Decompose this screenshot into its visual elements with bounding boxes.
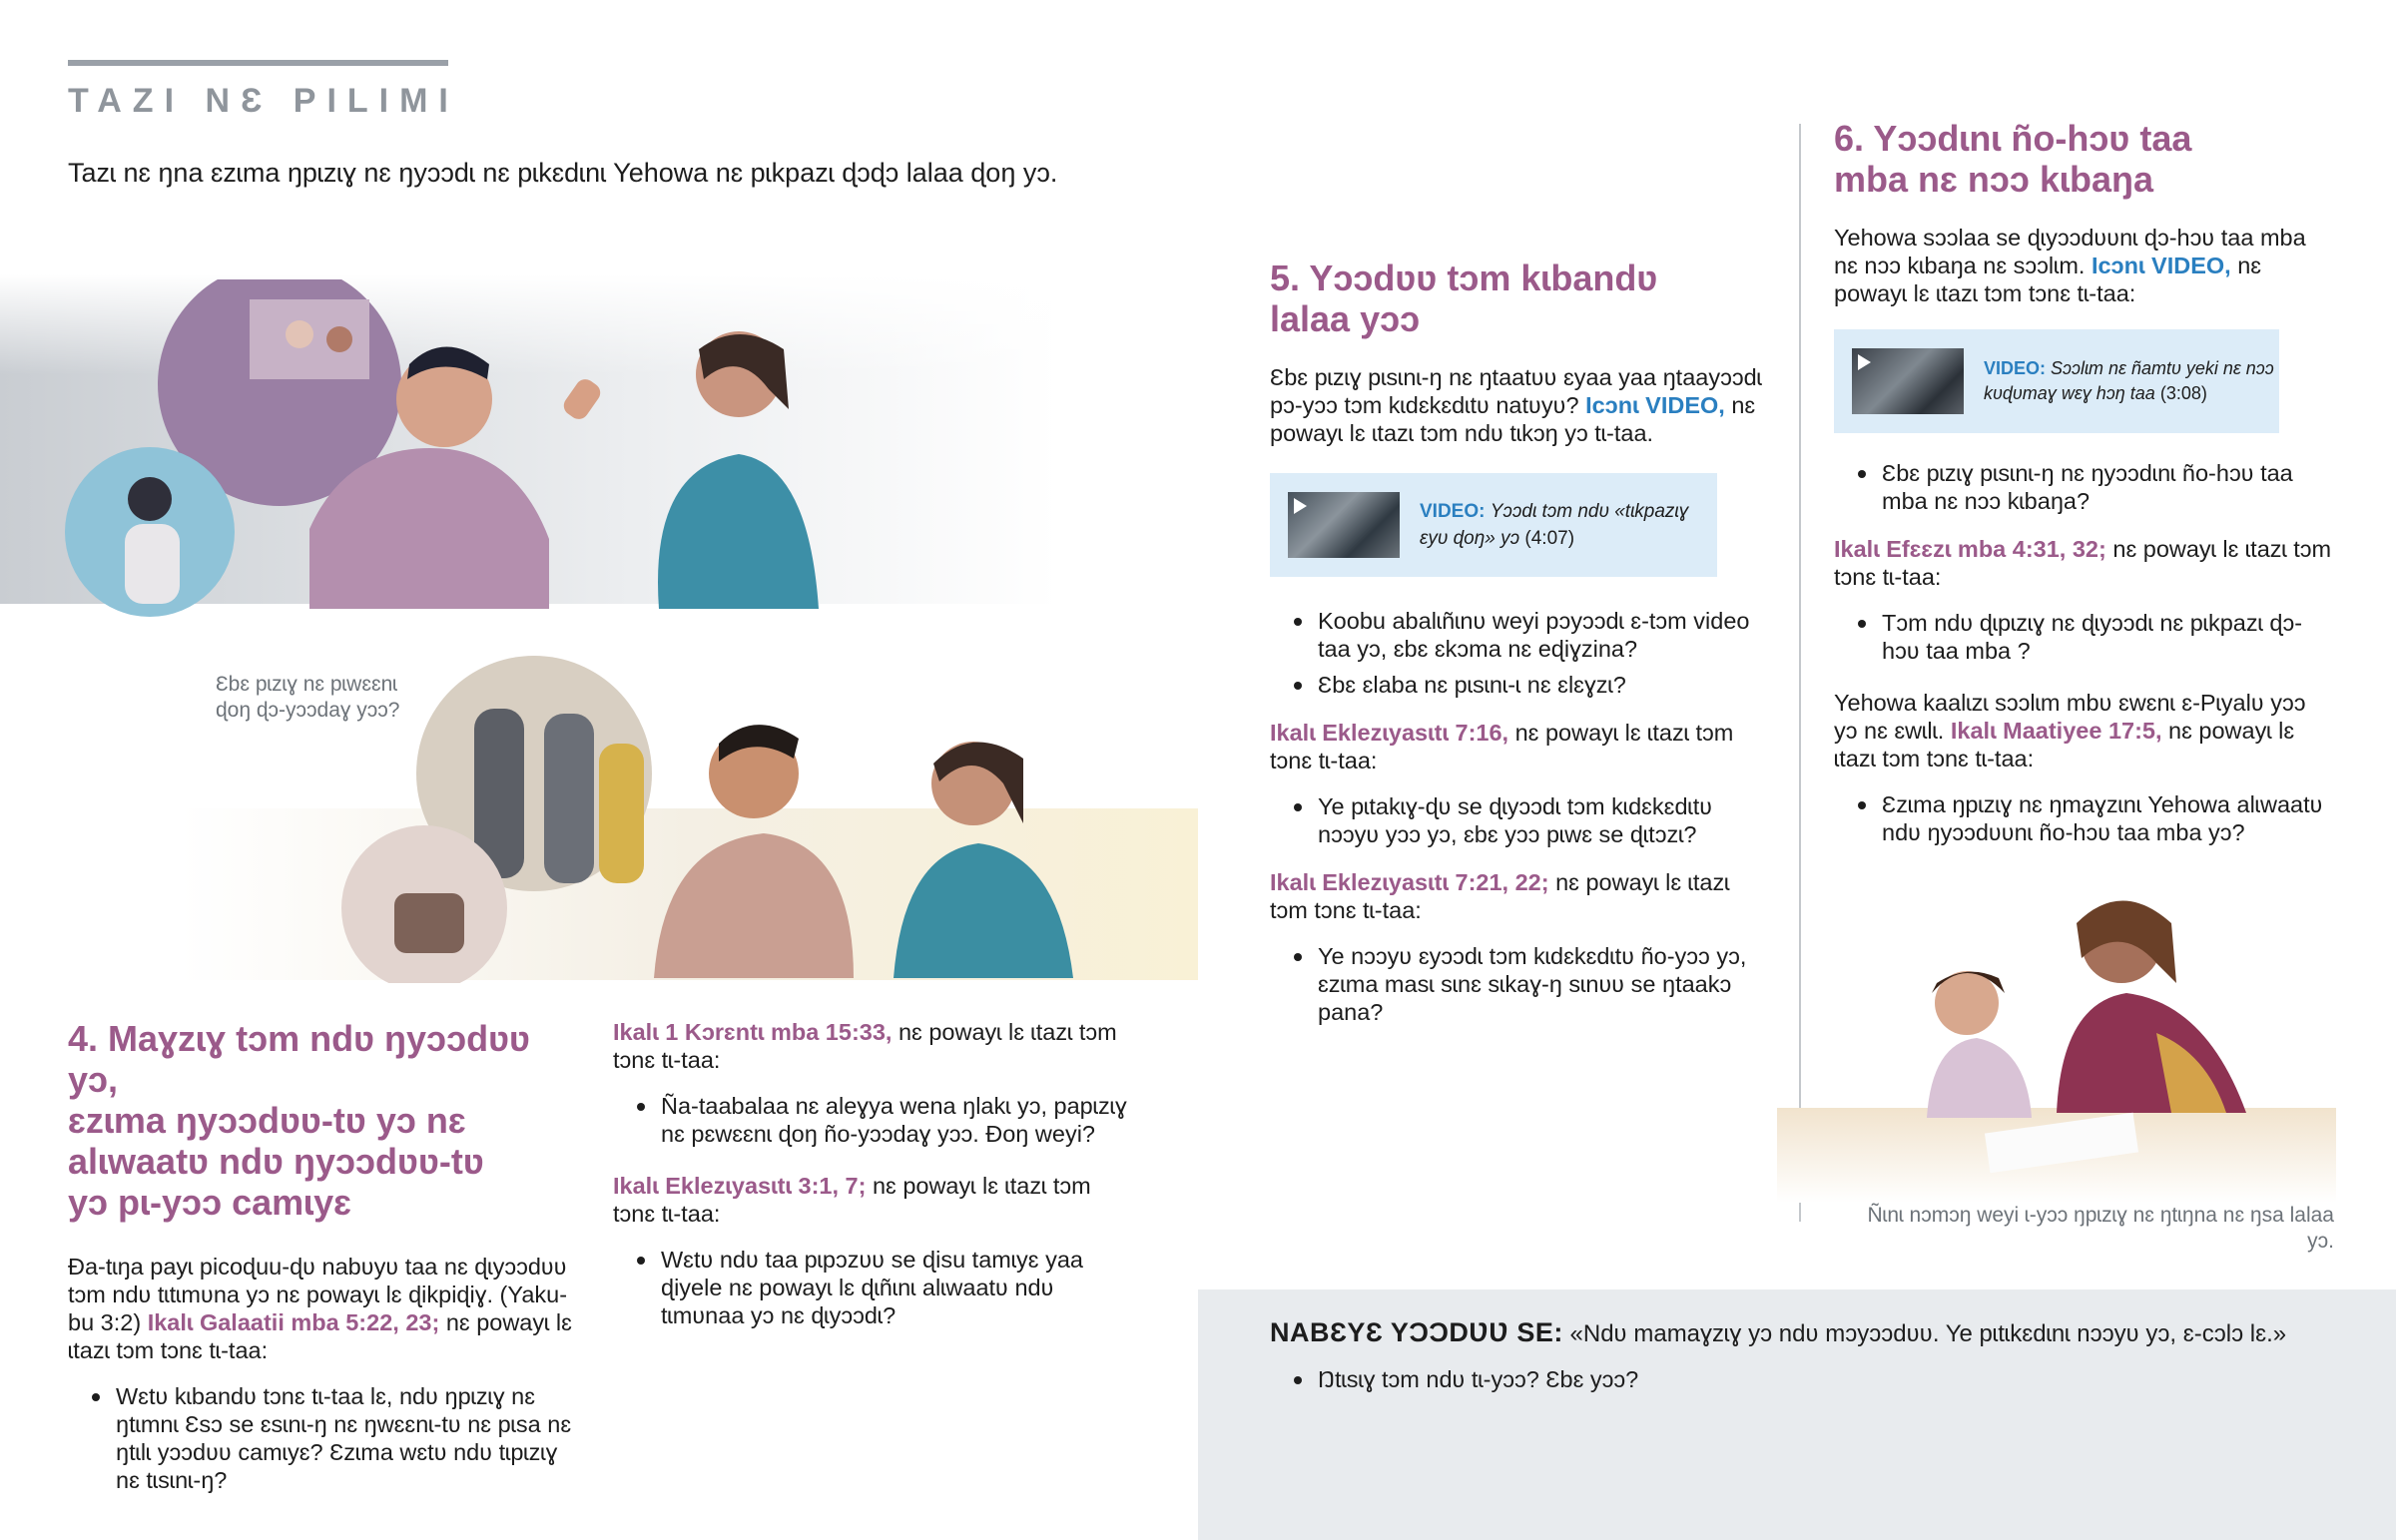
question-bullet: Wɛtʋ ndʋ taa pɩpɔzʋʋ se ɖisu tamɩyɛ yaa ɖiyele nɛ powayɩ lɛ ɖɩñɩnɩ alɩwaatʋ ndʋ tɩmʋnaa yɔ nɛ ɖɩyɔɔdɩ? xyxy=(613,1246,1132,1329)
section-6-paragraph-2: Yehowa kaalɩzɩ sɔɔlɩm mbʋ ɛwɛnɩ ɛ-Pɩyalʋ yɔɔ yɔ nɛ ɛwɩlɩ. Ɩkalɩ Maatiyee 17:5, nɛ powayɩ lɛ ɩtazɩ tɔm tɔnɛ tɩ-taa: xyxy=(1834,690,2306,771)
video-link[interactable]: Ɩcɔnɩ VIDEO, xyxy=(1585,392,1725,418)
summary-label: NABƐYƐ YƆƆDƲƲ SE: xyxy=(1270,1317,1563,1347)
scripture-link-eklezi-7-16[interactable]: Ɩkalɩ Eklezɩyasɩtɩ 7:16, xyxy=(1270,720,1509,746)
video-card[interactable]: VIDEO: Sɔɔlɩm nɛ ñamtʋ yeki nɛ nɔɔ kʋɖʋmaɣ wɛɣ hɔŋ taa (3:08) xyxy=(1834,329,2279,433)
summary-question: Ŋtɩsɩɣ tɔm ndʋ tɩ-yɔɔ? Ɛbɛ yɔɔ? xyxy=(1270,1365,2358,1393)
section-4 xyxy=(68,1018,577,1502)
section-4-questions xyxy=(68,1382,577,1494)
video-title: Sɔɔlɩm nɛ ñamtʋ yeki nɛ nɔɔ kʋɖʋmaɣ wɛɣ hɔŋ taa xyxy=(1984,358,2274,403)
scripture-link-eklezi-3[interactable]: Ɩkalɩ Eklezɩyasɩtɩ 3:1, 7; xyxy=(613,1173,867,1199)
question-bullet: Koobu abalɩñɩnʋ weyi pɔyɔɔdɩ ɛ-tɔm video taa yɔ, ɛbɛ ɛkɔma nɛ eɖiɣzina? xyxy=(1270,607,1769,663)
section-6 xyxy=(1834,118,2333,854)
question-bullet: Wɛtʋ kɩbandʋ tɔnɛ tɩ-taa lɛ, ndʋ ŋpɩzɩɣ nɛ ŋtɩmnɩ Ɛsɔ se ɛsɩnɩ-ŋ nɛ ŋwɛɛnɩ-tʋ nɛ pɩsa nɛ ŋtɩlɩ yɔɔdʋʋ camɩyɛ? Ɛzɩma wɛtʋ ndʋ tɩpɩzɩɣ nɛ tɩsɩnɩ-ŋ? xyxy=(68,1382,577,1494)
mother-child-caption: Ñɩnɩ nɔmɔŋ weyi ɩ-yɔɔ ŋpɩzɩɣ nɛ ŋtɩŋna nɛ ŋsa lalaa yɔ. xyxy=(1867,1204,2334,1253)
argument-figures xyxy=(50,279,819,624)
section-6-heading: 6. Yɔɔdɩnɩ ño-hɔʋ taa mba nɛ nɔɔ kɩbaŋa xyxy=(1834,118,2192,200)
reading-efeezi: Ɩkalɩ Efɛɛzɩ mba 4:31, 32; nɛ powayɩ lɛ ɩtazɩ tɔm tɔnɛ tɩ-taa: xyxy=(1834,536,2332,590)
video-title: Yɔɔdɩ tɔm ndʋ «tɩkpazɩɣ ɛyʋ ɖoŋ» yɔ xyxy=(1420,501,1689,549)
section-4-heading: 4. Maɣzɩɣ tɔm ndʋ ŋyɔɔdʋʋ yɔ, ɛzɩma ŋyɔɔdʋʋ-tʋ yɔ nɛ alɩwaatʋ ndʋ ŋyɔɔdʋʋ-tʋ yɔ pɩ-yɔɔ camɩyɛ xyxy=(68,1018,530,1223)
play-icon xyxy=(1294,498,1307,514)
section-6-paragraph: Yehowa sɔɔlaa se ɖɩyɔɔdʋʋnɩ ɖɔ-hɔʋ taa mba nɛ nɔɔ kɩbaŋa nɛ sɔɔlɩm. Ɩcɔnɩ VIDEO, nɛ powayɩ lɛ ɩtazɩ tɔm tɔnɛ tɩ-taa: xyxy=(1834,225,2306,306)
intro-text: Tazɩ nɛ ŋna ɛzɩma ŋpɩzɩɣ nɛ ŋyɔɔdɩ nɛ pɩkɛdɩnɩ Yehowa nɛ pɩkpazɩ ɖɔɖɔ lalaa ɖoŋ yɔ. xyxy=(68,158,1058,188)
section-4-column-2 xyxy=(613,1018,1132,1337)
reading-eklezi-7-21: Ɩkalɩ Eklezɩyasɩtɩ 7:21, 22; nɛ powayɩ lɛ ɩtazɩ tɔm tɔnɛ tɩ-taa: xyxy=(1270,869,1730,923)
video-thumbnail xyxy=(1288,492,1400,558)
question-bullet: Ɛbɛ ɛlaba nɛ pɩsɩnɩ-ɩ nɛ ɛlɛɣzɩ? xyxy=(1270,671,1769,699)
mother-child-illustration xyxy=(1777,883,2336,1203)
illustration-caption: Ɛbɛ pɩzɩɣ nɛ pɩwɛɛnɩ ɖoŋ ɖɔ-yɔɔdaɣ yɔɔ? xyxy=(216,673,400,722)
scripture-link-efeezi[interactable]: Ɩkalɩ Efɛɛzɩ mba 4:31, 32; xyxy=(1834,536,2106,562)
question-bullet: Tɔm ndʋ ɖɩpɩzɩɣ nɛ ɖɩyɔɔdɩ nɛ pɩkpazɩ ɖɔ-hɔʋ taa mba ? xyxy=(1834,609,2333,665)
question-bullet: Ye pɩtakɩɣ-ɖʋ se ɖɩyɔɔdɩ tɔm kɩdɛkɛdɩtʋ nɔɔyʋ yɔɔ yɔ, ɛbɛ yɔɔ pɩwɛ se ɖɩtɔzɩ? xyxy=(1270,792,1769,848)
video-link[interactable]: Ɩcɔnɩ VIDEO, xyxy=(2091,253,2231,278)
reading-1-korenti: Ɩkalɩ 1 Kɔrɛntɩ mba 15:33, nɛ powayɩ lɛ ɩtazɩ tɔm tɔnɛ tɩ-taa: xyxy=(613,1019,1117,1073)
scripture-link-maatiyee[interactable]: Ɩkalɩ Maatiyee 17:5, xyxy=(1950,718,2162,744)
section-label: TAZƖ NƐ PƖLƖMƖ xyxy=(68,82,459,120)
calm-figures xyxy=(334,654,1108,983)
summary xyxy=(1270,1317,2358,1401)
play-icon xyxy=(1858,354,1871,370)
video-thumbnail xyxy=(1852,348,1964,414)
section-rule xyxy=(68,60,448,66)
summary-quote: «Ndʋ mamaɣzɩɣ yɔ ndʋ mɔyɔɔdʋʋ. Ye pɩtɩkɛdɩnɩ nɔɔyʋ yɔ, ɛ-cɔlɔ lɛ.» xyxy=(1569,1320,2287,1347)
reading-2-eklezi: Ɩkalɩ Eklezɩyasɩtɩ 3:1, 7; nɛ powayɩ lɛ ɩtazɩ tɔm tɔnɛ tɩ-taa: xyxy=(613,1173,1091,1227)
video-card[interactable]: VIDEO: Yɔɔdɩ tɔm ndʋ «tɩkpazɩɣ ɛyʋ ɖoŋ» yɔ (4:07) xyxy=(1270,473,1717,577)
question-bullet: Ña-taabalaa nɛ aleɣya wena ŋlakɩ yɔ, papɩzɩɣ nɛ pɛwɛɛnɩ ɖoŋ ño-yɔɔdaɣ yɔɔ. Ɖoŋ weyi? xyxy=(613,1092,1132,1148)
question-bullet: Ye nɔɔyʋ ɛyɔɔdɩ tɔm kɩdɛkɛdɩtʋ ño-yɔɔ yɔ, ɛzɩma masɩ sɩnɛ sɩkaɣ-ŋ sɩnʋʋ se ŋtaakɔ pana? xyxy=(1270,942,1769,1026)
section-5 xyxy=(1270,257,1769,1034)
section-5-paragraph: Ɛbɛ pɩzɩɣ pɩsɩnɩ-ŋ nɛ ŋtaatʋʋ ɛyaa yaa ŋtaayɔɔdɩ pɔ-yɔɔ tɔm kɩdɛkɛdɩtʋ natʋyʋ? Ɩcɔnɩ VIDEO, nɛ powayɩ lɛ ɩtazɩ tɔm ndʋ tɩkɔŋ yɔ tɩ-taa. xyxy=(1270,364,1762,446)
section-5-heading: 5. Yɔɔdʋʋ tɔm kɩbandʋ lalaa yɔɔ xyxy=(1270,257,1658,339)
reading-eklezi-7-16: Ɩkalɩ Eklezɩyasɩtɩ 7:16, nɛ powayɩ lɛ ɩtazɩ tɔm tɔnɛ tɩ-taa: xyxy=(1270,720,1734,773)
scripture-link-korenti[interactable]: Ɩkalɩ 1 Kɔrɛntɩ mba 15:33, xyxy=(613,1019,893,1045)
question-bullet: Ɛbɛ pɩzɩɣ pɩsɩnɩ-ŋ nɛ ŋyɔɔdɩnɩ ño-hɔʋ taa mba nɛ nɔɔ kɩbaŋa? xyxy=(1834,459,2333,515)
scripture-link-galaatii[interactable]: Ɩkalɩ Galaatii mba 5:22, 23; xyxy=(147,1309,440,1335)
scripture-link-eklezi-7-21[interactable]: Ɩkalɩ Eklezɩyasɩtɩ 7:21, 22; xyxy=(1270,869,1549,895)
question-bullet: Ɛzɩma ŋpɩzɩɣ nɛ ŋmaɣzɩnɩ Yehowa alɩwaatʋ ndʋ ŋyɔɔdʋʋnɩ ño-hɔʋ taa mba yɔ? xyxy=(1834,790,2333,846)
section-4-paragraph: Ɖa-tɩŋa payɩ picoɖuu-ɖʋ nabʋyʋ taa nɛ ɖɩyɔɔdʋʋ tɔm ndʋ tɩtɩmʋna yɔ nɛ powayɩ lɛ ɖikpiɖiɣ. (Yakubu 3:2) Ɩkalɩ Galaatii mba 5:22, 23; nɛ powayɩ lɛ ɩtazɩ tɔm tɔnɛ tɩ-taa: xyxy=(68,1254,572,1363)
